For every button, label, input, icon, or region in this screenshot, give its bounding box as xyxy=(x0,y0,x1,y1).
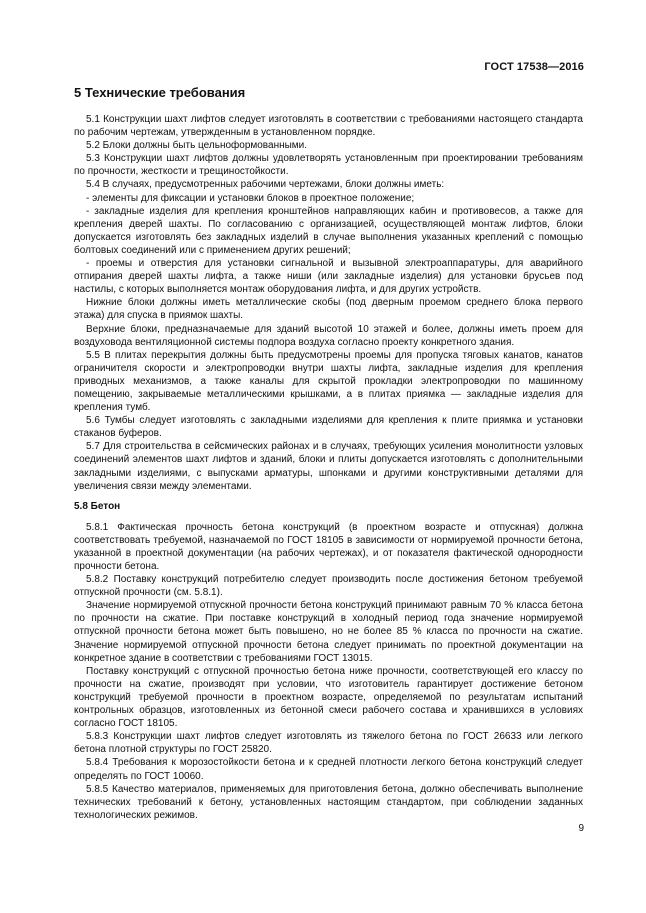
paragraph: Нижние блоки должны иметь металлические скобы (под дверным проемом среднего блока первого этажа) для спуска в приямок шахты. xyxy=(74,297,583,322)
list-item: - элементы для фиксации и установки блоков в проектное положение; xyxy=(86,192,415,204)
subsection-title: 5.8 Бетон xyxy=(74,500,121,512)
document-code: ГОСТ 17538—2016 xyxy=(484,61,584,73)
section-title: 5 Технические требования xyxy=(74,85,246,100)
page-content xyxy=(74,85,583,822)
paragraph: Верхние блоки, предназначаемые для зданий высотой 10 этажей и более, должны иметь проем для воздуховода вентиляционной системы подпора воздуха согласно проекту конкретного здания. xyxy=(74,323,583,348)
page-number: 9 xyxy=(578,823,584,834)
list-item: - закладные изделия для крепления кронштейнов направляющих кабин и противовесов, а также для крепления дверей шахты. По согласованию с организацией, осуществляющей монтаж лифтов, блоки допускается изготовлять без закладных изделий в случае выполнения указанных креплений с помощью болтовых соединений или с применением других решений; xyxy=(74,205,583,256)
paragraph: Значение нормируемой отпускной прочности бетона конструкций принимают равным 70 % класса бетона по прочности на сжатие. При поставке конструкций в холодный период года значение нормируемой отпускной прочности бетона может быть повышено, но не более 85 % класса по прочности на сжатие. Значение нормируемой отпускной прочности бетона следует принимать по проектной документации на конкретное здание в соответствии с требованиями ГОСТ 13015. xyxy=(74,600,583,664)
paragraph: 5.8.4 Требования к морозостойкости бетона и к средней плотности легкого бетона конструкций следует определять по ГОСТ 10060. xyxy=(74,757,583,782)
paragraph: 5.6 Тумбы следует изготовлять с закладными изделиями для крепления к плите приямка и установки стаканов буферов. xyxy=(74,415,583,440)
paragraph: 5.8.2 Поставку конструкций потребителю следует производить после достижения бетоном требуемой отпускной прочности (см. 5.8.1). xyxy=(74,574,583,599)
paragraph: Поставку конструкций с отпускной прочностью бетона ниже прочности, соответствующей его классу по прочности на сжатие, производят при условии, что изготовитель гарантирует достижение бетоном конструкций требуемой прочности в проектном возрасте, определяемой по результатам испытаний контрольных образцов, изготовленных из бетонной смеси рабочего состава и хранившихся в условиях согласно ГОСТ 18105. xyxy=(74,665,583,730)
paragraph: 5.8.5 Качество материалов, применяемых для приготовления бетона, должно обеспечивать выполнение технических требований к бетону, установленных настоящим стандартом, при соблюдении заданных технологических режимов. xyxy=(74,783,583,821)
paragraph: 5.7 Для строительства в сейсмических районах и в случаях, требующих усиления монолитности узловых соединений элементов шахт лифтов и зданий, блоки и плиты допускается изготовлять с дополнительными закладными изделиями, с выпусками арматуры, шпонками и другими конструктивными деталями для увеличения связи между элементами. xyxy=(74,441,583,492)
paragraph: 5.2 Блоки должны быть цельноформованными. xyxy=(86,140,308,152)
paragraph: 5.3 Конструкции шахт лифтов должны удовлетворять установленным при проектировании требованиям по прочности, жесткости и трещиностойкости. xyxy=(74,153,583,178)
paragraph: 5.5 В плитах перекрытия должны быть предусмотрены проемы для пропуска тяговых канатов, канатов ограничителя скорости и электропроводки внутри шахты лифта, закладные изделия для крепления приводных механизмов, а также каналы для скрытой прокладки электропроводки по машинному помещению, закрываемые металлическими крышками, а в плитах приямка — закладные изделия для крепления тумб. xyxy=(74,349,583,414)
paragraph: 5.4 В случаях, предусмотренных рабочими чертежами, блоки должны иметь: xyxy=(86,179,445,191)
paragraph: 5.8.1 Фактическая прочность бетона конструкций (в проектном возрасте и отпускная) должна соответствовать требуемой, назначаемой по ГОСТ 18105 в зависимости от нормируемой прочности бетона, указанной в проектной документации (на рабочих чертежах), и от показателя фактической однородности прочности бетона. xyxy=(74,521,583,572)
paragraph: 5.1 Конструкции шахт лифтов следует изготовлять в соответствии с требованиями настоящего стандарта по рабочим чертежам, утвержденным в установленном порядке. xyxy=(74,114,583,139)
list-item: - проемы и отверстия для установки сигнальной и вызывной электроаппаратуры, для аварийного отпирания дверей шахты лифта, а также ниши (или закладные изделия) для установки брусьев под настилы, с которых выполняется монтаж оборудования лифта, и для других устройств. xyxy=(74,258,583,296)
paragraph: 5.8.3 Конструкции шахт лифтов следует изготовлять из тяжелого бетона по ГОСТ 26633 или легкого бетона плотной структуры по ГОСТ 25820. xyxy=(74,731,583,756)
